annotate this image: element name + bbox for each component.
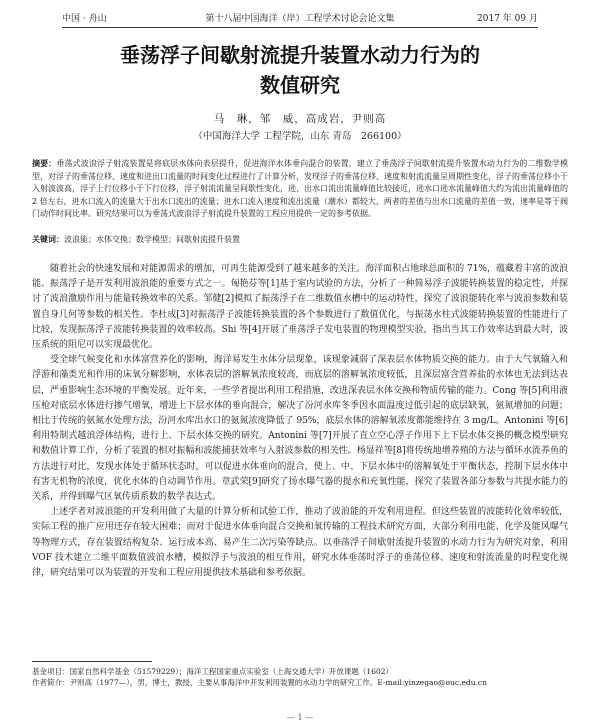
running-header (62, 12, 538, 26)
header-location: 中国 · 舟山 (62, 14, 107, 24)
abstract (32, 158, 568, 221)
footnotes (32, 666, 568, 688)
body-paragraph-3: 上述学者对波浪能的开发利用做了大量的计算分析和试验工作，推动了波浪能的开发利用进程。但这些装置的波能转化效率较低，实际工程的推广应用还存在较大困难；而对于促进水体垂向混合交换和氧传输的工程技术研究方面，大部分利用电能、化学及能风曝气等物理方式，存在装置结构复杂、运行成本高、易产生二次污染等缺点。以垂荡浮子间歇射流提升装置的水动力行为为研究对象，利用 VOF 技术建立二维平面数值波浪水槽，模拟浮子与波浪的相互作用，研究水体垂荡时浮子的垂荡位移、速度和射流流量的时程变化规律，研究结果可以为装置的开发和工程应用提供技术基础和参考依据。 (32, 507, 568, 579)
body-text (32, 262, 568, 581)
page-number: — 1 — (286, 713, 314, 722)
footnote-funding: 基金项目：国家自然科学基金（51579229）；海洋工程国家重点实验室（上海交通大学）开放课题（1602） (32, 667, 394, 676)
abstract-label: 摘要： (32, 159, 57, 168)
body-paragraph-1: 随着社会的快速发展和对能源需求的增加，可再生能源受到了越来越多的关注。海洋面积占地球总面积的 71%，蕴藏着丰富的波浪能。振荡浮子是开发利用波浪能的重要方式之一。匈艳芬等[1]基于室内试验的方法，分析了一种简易浮子波能转换装置的稳定性，并探讨了波浪激励作用与能量转换效率的关系。邹健[2]模拟了振荡浮子在二维数值水槽中的运动特性，探究了波浪能转化率与波浪参数和装置自身几何等参数的相关性。李杜成[3]对振荡浮子波能转换装置的各个参数进行了数值优化，与振荡水柱式波能转换装置的性能进行了比较，发现振荡浮子波能转换装置的效率较高。Shi 等[4]开展了垂荡浮子发电装置的物理模型实验，指出当其工作效率达到最大时，波压系统的阻尼可以实现最优化。 (32, 264, 568, 351)
author-list: 马 琳，邹 威，高成岩，尹则高 (213, 113, 387, 125)
title-line-2: 数值研究 (260, 73, 340, 97)
body-paragraph-2: 受全球气候变化和水体富营养化的影响，海洋易发生水体分层现象，该现象减弱了深表层水体物质交换的能力。由于大气氧输入和浮游和藻类光和作用的床氧分解影响，水体表层的溶解氧浓度较高，而底层的溶解氧浓度较低，且深层富含营养盐的水体也无法到达表层，严重影响生态环境的平衡发展。近年来，一些学者提出利用工程措施，改进深表层水体交换和物质传输的能力。Cong 等[5]利用液压枪对底层水体进行掺气增氧，增进上下层水体的垂向混合，解决了汾河水库冬季因水面温度过低引起的底层缺氧，氨氮增加的问题；相比于传统的氨氮水处理方法，汾河水库出水口的氨氮浓度降低了 95%，底层水体的溶解氧浓度都能维持在 3 mg/L。Antonini 等[6]利用特制式越浪浮体结构，进行上、下层水体交换的研究。Antonini 等[7]开展了直立空心浮子作用下上下层水体交换的概念模型研究和数值计算工作，分析了装置的相对振幅和波能捕获效率与入射波参数的相关性。杨显祥等[8]将传统地增养殖的方法与循环水流养鱼的方法进行对比，发现水体处于循环状态时，可以促进水体垂向的混合，使上、中、下层水体中的溶解氧处于平衡状态，控制下层水体中有害无机物的浓度，优化水体的自动调节作用。章武荣[9]研究了扬水曝气器的提水和充氧性能，探究了装置各部分参数与共提水能力的关系，并得到曝气区氧传质系数的数学表达式。 (32, 355, 568, 503)
title-line-1: 垂荡浮子间歇射流提升装置水动力行为的 (120, 43, 480, 67)
header-divider (62, 27, 538, 28)
footnote-divider (32, 661, 152, 662)
header-date: 2017 年 09 月 (477, 14, 538, 24)
paper-title (40, 40, 560, 100)
header-proceedings: 第十八届中国海洋（岸）工程学术讨论会论文集 (205, 14, 395, 24)
abstract-text: 垂荡式波浪浮子射流装置是将底层水体向表层提升，促进海洋水体垂向混合的装置，建立了垂荡浮子间歇射流提升装置水动力行为的二维数学模型，对浮子的垂荡位移、速度和进出口流量的时间变化过程进行了计算分析，发现浮子的垂荡位移、速度和射流流量呈周期性变化，浮子的垂荡位移小于入射波波高，浮子上行位移小于下行位移，浮子射流流量呈间歇性变化，进、出水口流出流量峰值比较接近，进水口进水流量峰值大约为流出流量峰值的 2 倍左右，进水口流入的流量大于出水口流出的流量；进水口流入速度和流出流量（潮水）都较大，两者的差值与出水口流量的差值一致，速率是等于阀门动作时间比率。研究结果可以为垂荡式波浪浮子射流提升装置的工程应用提供一定的参考依据。 (32, 159, 568, 218)
keywords-text: 波浪能；水体交换；数学模型；间歇射流提升装置 (64, 235, 240, 244)
affiliation: （中国海洋大学 工程学院，山东 青岛 266100） (193, 131, 407, 142)
keywords-label: 关键词： (32, 235, 64, 244)
footnote-author: 作者简介：尹则高（1977—），男，博士，教授，主要从事海洋中开发利用装置的水动力学的研究工作。E-mail:yinzegao@ouc.edu.cn (32, 678, 487, 687)
keywords (32, 234, 568, 247)
